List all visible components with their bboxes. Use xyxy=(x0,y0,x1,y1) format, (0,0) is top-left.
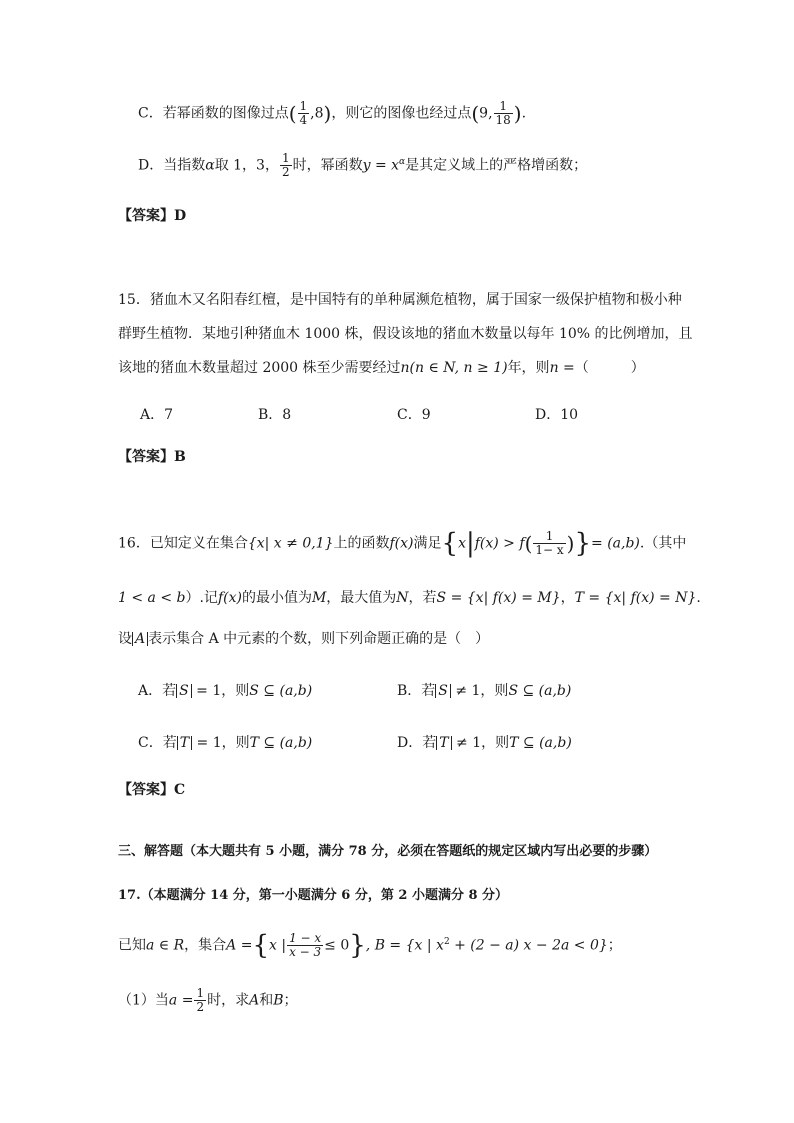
q15-line-1: 15．猪血木又名阳春红檀，是中国特有的单种属濒危植物，属于国家一级保护植物和极小种 xyxy=(118,292,682,308)
fraction: $\frac{1}{4}$ xyxy=(299,99,308,128)
q14-option-c: C．若幂函数的图像过点( $\frac{1}{4}$ ,8)，则它的图像也经过点(9, $\frac{1}{18}$ ). xyxy=(138,99,527,128)
q15-option-d: D．10 xyxy=(535,407,579,423)
fraction: $\frac{1}{2}$ xyxy=(281,151,290,180)
q16-option-b: B．若 S ≠ 1，则S ⊆ (a,b) xyxy=(397,683,572,699)
q16-option-a: A．若 S = 1，则S ⊆ (a,b) xyxy=(138,683,313,699)
q17-subquestion-1: （1）当a = $\frac{1}{2}$ 时，求A和B； xyxy=(118,986,298,1015)
q16-line-1: 16．已知定义在集合{x| x ≠ 0,1}上的函数f(x)满足{x|f(x) > f( $\frac{1}{1- x}$ )}= (a,b).（其中 xyxy=(118,528,687,559)
q16-option-c: C．若 T = 1，则T ⊆ (a,b) xyxy=(138,735,313,751)
answer-15: 【答案】B xyxy=(118,449,186,465)
q17-given: 已知a ∈ R，集合A ={x | $\frac{1 - x}{x - 3}$ ≤ 0}, B = {x | $x^2 + (2 - a) x - 2a < 0$}； xyxy=(118,930,622,961)
fraction: $\frac{1 - x}{x - 3}$ xyxy=(289,931,322,960)
q15-option-b: B．8 xyxy=(258,407,292,423)
answer-14: 【答案】D xyxy=(118,208,187,224)
q15-option-a: A．7 xyxy=(140,407,174,423)
q15-option-c: C．9 xyxy=(397,407,431,423)
fraction: $\frac{1}{1- x}$ xyxy=(535,529,564,558)
q17-heading: 17.（本题满分 14 分，第一小题满分 6 分，第 2 小题满分 8 分） xyxy=(118,888,509,903)
q14-option-d: D．当指数α取 1，3， $\frac{1}{2}$ 时，幂函数$y = x^\alpha$是其定义域上的严格增函数； xyxy=(138,151,588,180)
section-heading: 三、解答题（本大题共有 5 小题，满分 78 分，必须在答题纸的规定区域内写出必要的步骤） xyxy=(118,844,658,859)
q15-line-3: 该地的猪血木数量超过 2000 株至少需要经过n(n ∈ N, n ≥ 1)年，则n =（ ） xyxy=(118,360,645,376)
fraction: $\frac{1}{18}$ xyxy=(495,99,511,128)
q15-line-2: 群野生植物．某地引种猪血木 1000 株，假设该地的猪血木数量以每年 10% 的比例增加，且 xyxy=(118,326,693,342)
fraction: $\frac{1}{2}$ xyxy=(196,986,205,1015)
answer-16: 【答案】C xyxy=(118,782,186,798)
q16-line-3: 设 A 表示集合 A 中元素的个数，则下列命题正确的是（ ） xyxy=(118,631,490,647)
q16-option-d: D．若 T ≠ 1，则T ⊆ (a,b) xyxy=(397,735,572,751)
q16-line-2: 1 < a < b）.记f(x)的最小值为M，最大值为N，若S = {x| f(x) = M}，T = {x| f(x) = N}. xyxy=(118,590,701,606)
